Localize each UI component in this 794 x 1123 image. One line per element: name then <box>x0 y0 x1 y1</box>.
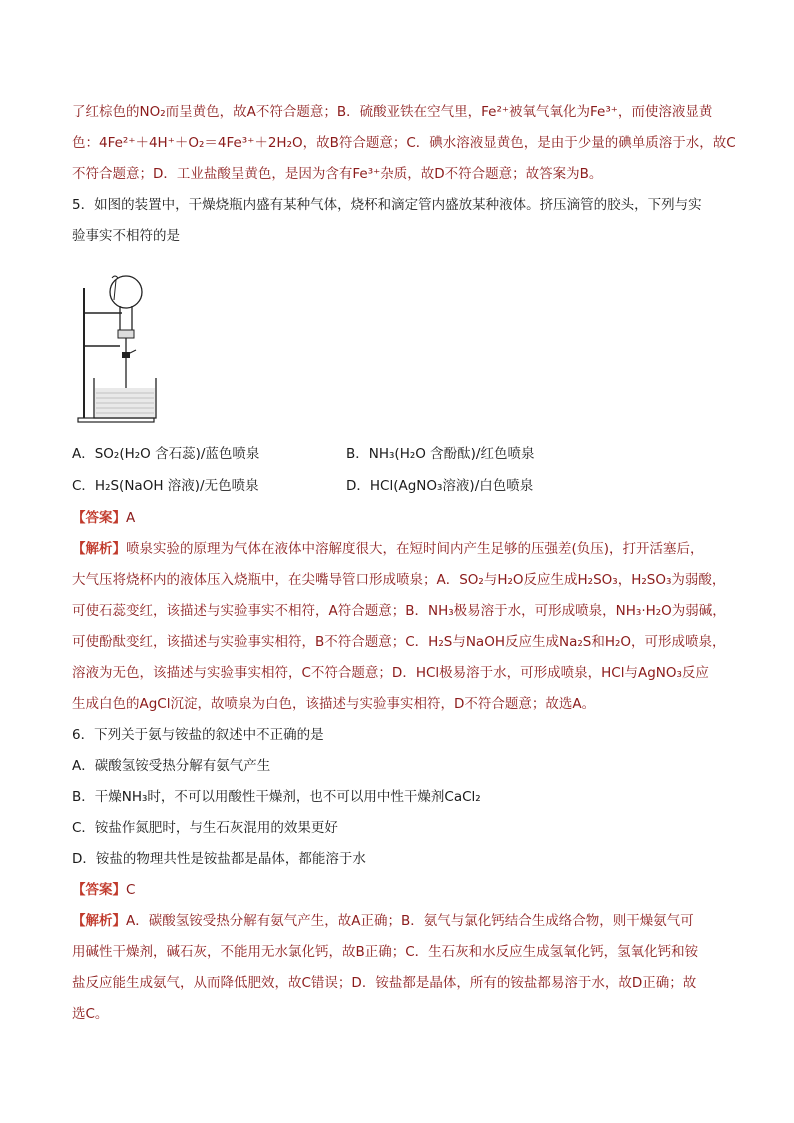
q5-option-b: B．NH₃(H₂O 含酚酞)/红色喷泉 <box>346 446 535 462</box>
q5-option-c: C．H₂S(NaOH 溶液)/无色喷泉 <box>72 478 259 494</box>
prev-analysis-line-1: 了红棕色的NO₂而呈黄色，故A不符合题意；B．硫酸亚铁在空气里，Fe²⁺被氧气氧化为Fe³⁺，而使溶液显黄 <box>72 104 713 120</box>
q5-analysis-line-3: 可使石蕊变红，该描述与实验事实不相符，A符合题意；B．NH₃极易溶于水，可形成喷泉，NH₃·H₂O为弱碱， <box>72 603 726 619</box>
q5-answer-row <box>72 508 732 528</box>
q6-answer-label: 【答案】 <box>72 882 126 898</box>
q6-analysis-line-4: 选C。 <box>72 1006 109 1022</box>
q5-analysis-line-5: 溶液为无色，该描述与实验事实相符，C不符合题意；D．HCl极易溶于水，可形成喷泉，HCl与AgNO₃反应 <box>72 665 709 681</box>
q5-stem-line-2: 验事实不相符的是 <box>72 228 180 244</box>
q6-analysis-text-1: A．碳酸氢铵受热分解有氨气产生，故A正确；B．氨气与氯化钙结合生成络合物，则干燥氨气可 <box>126 913 694 929</box>
q5-analysis-label: 【解析】 <box>72 541 126 557</box>
q6-analysis-line-3: 盐反应能生成氨气，从而降低肥效，故C错误；D．铵盐都是晶体，所有的铵盐都易溶于水，故D正确；故 <box>72 975 697 991</box>
q5-analysis-line-6: 生成白色的AgCl沉淀，故喷泉为白色，该描述与实验事实相符，D不符合题意；故选A。 <box>72 696 596 712</box>
q6-option-d: D．铵盐的物理共性是铵盐都是晶体，都能溶于水 <box>72 851 366 867</box>
q6-stem: 6．下列关于氨与铵盐的叙述中不正确的是 <box>72 727 324 743</box>
q6-answer-value: C <box>126 882 136 898</box>
q6-option-b: B．干燥NH₃时，不可以用酸性干燥剂，也不可以用中性干燥剂CaCl₂ <box>72 789 481 805</box>
q6-analysis-label: 【解析】 <box>72 913 126 929</box>
prev-analysis-line-3: 不符合题意；D．工业盐酸呈黄色，是因为含有Fe³⁺杂质，故D不符合题意；故答案为B。 <box>72 166 603 182</box>
q6-option-a: A．碳酸氢铵受热分解有氨气产生 <box>72 758 271 774</box>
fountain-apparatus-figure <box>76 268 176 432</box>
q5-analysis-line-1 <box>72 539 732 559</box>
q6-answer-row <box>72 880 732 900</box>
q5-option-d: D．HCl(AgNO₃溶液)/白色喷泉 <box>346 478 534 494</box>
prev-analysis-line-2: 色：4Fe²⁺＋4H⁺＋O₂＝4Fe³⁺＋2H₂O，故B符合题意；C．碘水溶液显黄色，是由于少量的碘单质溶于水，故C <box>72 135 736 151</box>
q5-analysis-line-2: 大气压将烧杯内的液体压入烧瓶中，在尖嘴导管口形成喷泉；A．SO₂与H₂O反应生成H₂SO₃，H₂SO₃为弱酸， <box>72 572 726 588</box>
q5-stem-line-1: 5．如图的装置中，干燥烧瓶内盛有某种气体，烧杯和滴定管内盛放某种液体。挤压滴管的胶头，下列与实 <box>72 197 702 213</box>
q5-answer-value: A <box>126 510 136 526</box>
q6-analysis-line-2: 用碱性干燥剂，碱石灰，不能用无水氯化钙，故B正确；C．生石灰和水反应生成氢氧化钙，氢氧化钙和铵 <box>72 944 699 960</box>
q5-answer-label: 【答案】 <box>72 510 126 526</box>
q6-analysis-line-1 <box>72 911 732 931</box>
q5-analysis-line-4: 可使酚酞变红，该描述与实验事实相符，B不符合题意；C．H₂S与NaOH反应生成Na₂S和H₂O，可形成喷泉， <box>72 634 726 650</box>
q5-option-a: A．SO₂(H₂O 含石蕊)/蓝色喷泉 <box>72 446 260 462</box>
q6-option-c: C．铵盐作氮肥时，与生石灰混用的效果更好 <box>72 820 338 836</box>
q5-analysis-text-1: 喷泉实验的原理为气体在液体中溶解度很大，在短时间内产生足够的压强差(负压)，打开活塞后， <box>126 541 704 557</box>
